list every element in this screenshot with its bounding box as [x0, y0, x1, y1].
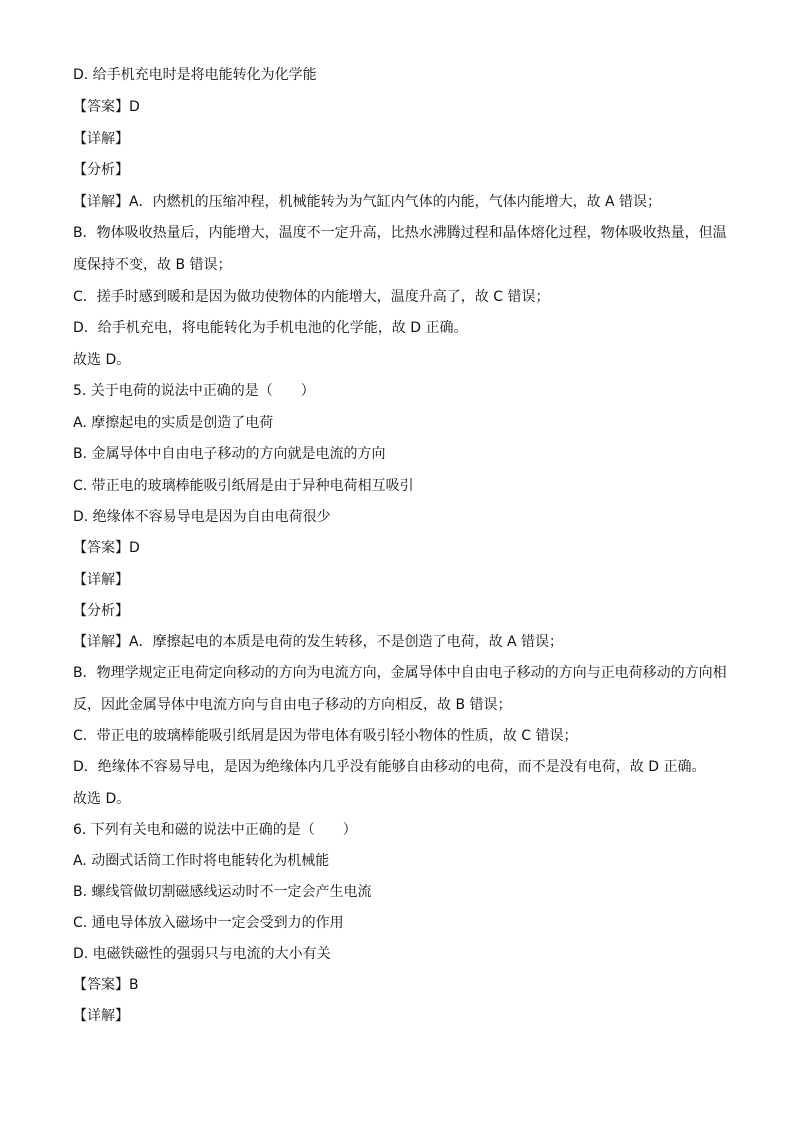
option-d-q4: D. 给手机充电时是将电能转化为化学能: [73, 67, 317, 83]
detail-c-q5: C．带正电的玻璃棒能吸引纸屑是因为带电体有吸引轻小物体的性质，故 C 错误；: [73, 728, 578, 744]
detail-heading-q4: 【详解】: [73, 131, 129, 147]
detail-b-q5: B．物理学规定正电荷定向移动的方向为电流方向，金属导体中自由电子移动的方向与正电荷移动的方向相反，因此金属导体中电流方向与自由电子移动的方向相反，故 B 错误；: [73, 665, 727, 713]
question-6-option-a: A. 动圈式话筒工作时将电能转化为机械能: [73, 853, 330, 869]
detail-b-q4: B．物体吸收热量后，内能增大，温度不一定升高，比热水沸腾过程和晶体熔化过程，物体吸收热量，但温度保持不变，故 B 错误；: [73, 225, 727, 273]
conclusion-q4: 故选 D。: [73, 352, 131, 368]
question-6-stem: 6. 下列有关电和磁的说法中正确的是（ ）: [73, 822, 357, 838]
question-5-option-c: C. 带正电的玻璃棒能吸引纸屑是由于异种电荷相互吸引: [73, 478, 414, 494]
question-5-option-a: A. 摩擦起电的实质是创造了电荷: [73, 415, 274, 431]
answer-q6: 【答案】B: [73, 977, 139, 993]
question-5-stem: 5. 关于电荷的说法中正确的是（ ）: [73, 383, 315, 399]
question-5-option-b: B. 金属导体中自由电子移动的方向就是电流的方向: [73, 446, 386, 462]
detail-a-q5: 【详解】A．摩擦起电的本质是电荷的发生转移，不是创造了电荷，故 A 错误；: [73, 634, 564, 650]
analysis-heading-q4: 【分析】: [73, 162, 129, 178]
detail-d-q4: D．给手机充电，将电能转化为手机电池的化学能，故 D 正确。: [73, 320, 468, 336]
question-6-option-c: C. 通电导体放入磁场中一定会受到力的作用: [73, 915, 344, 931]
detail-c-q4: C．搓手时感到暖和是因为做功使物体的内能增大，温度升高了，故 C 错误；: [73, 289, 550, 305]
detail-heading-q5: 【详解】: [73, 572, 129, 588]
question-5-option-d: D. 绝缘体不容易导电是因为自由电荷很少: [73, 509, 331, 525]
question-6-option-b: B. 螺线管做切割磁感线运动时不一定会产生电流: [73, 884, 372, 900]
analysis-heading-q5: 【分析】: [73, 603, 129, 619]
question-6-option-d: D. 电磁铁磁性的强弱只与电流的大小有关: [73, 946, 331, 962]
answer-q5: 【答案】D: [73, 540, 140, 556]
detail-d-q5: D．绝缘体不容易导电，是因为绝缘体内几乎没有能够自由移动的电荷，而不是没有电荷，故 D 正确。: [73, 759, 706, 775]
answer-q4: 【答案】D: [73, 99, 140, 115]
detail-heading-q6: 【详解】: [73, 1008, 129, 1024]
conclusion-q5: 故选 D。: [73, 791, 131, 807]
detail-a-q4: 【详解】A．内燃机的压缩冲程，机械能转为为气缸内气体的内能，气体内能增大，故 A 错误；: [73, 194, 662, 210]
